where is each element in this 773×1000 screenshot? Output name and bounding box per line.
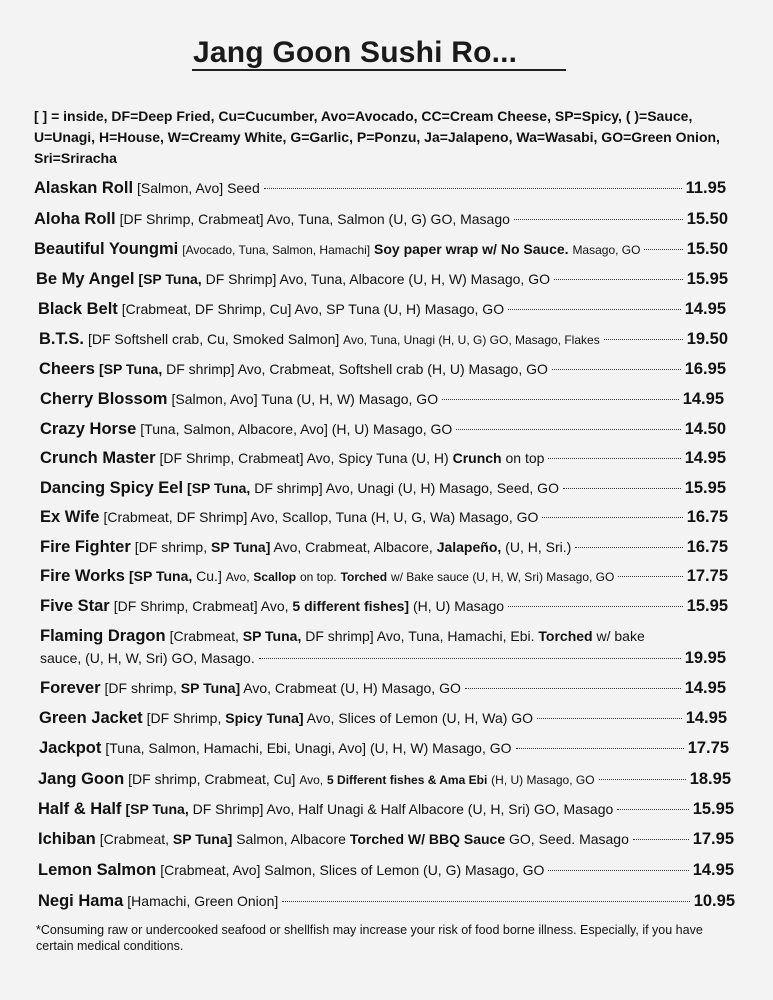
item-price: 14.95 bbox=[684, 300, 726, 318]
item-name: Alaskan Roll bbox=[34, 179, 134, 197]
item-description-part: [SP Tuna, bbox=[187, 480, 251, 496]
item-name: Jang Goon bbox=[38, 770, 125, 788]
item-description-part: [Crabmeat, bbox=[99, 831, 170, 847]
dot-leader bbox=[259, 658, 681, 659]
item-description-part: SP Tuna, bbox=[242, 628, 302, 644]
item-price: 10.95 bbox=[693, 892, 735, 910]
item-description-part: [DF shrimp, bbox=[134, 539, 208, 555]
item-description-part: Masago, GO bbox=[572, 243, 641, 257]
item-description: [DF Shrimp, Crabmeat] Avo, Tuna, Salmon (U, G) GO, Masago bbox=[119, 211, 510, 227]
abbreviation-legend: [ ] = inside, DF=Deep Fried, Cu=Cucumber, Avo=Avocado, CC=Cream Cheese, SP=Spicy, ( )=Sauce, U=Unagi, H=House, W=Creamy White, G=Garlic, P=Ponzu, Ja=Jalapeno, Wa=Wasabi, GO=Green Onion, Sri=Sriracha bbox=[34, 108, 720, 166]
item-description-part: DF shrimp] Avo, Tuna, Hamachi, Ebi. bbox=[305, 628, 535, 644]
item-description bbox=[182, 239, 640, 260]
item-description-part: Torched bbox=[340, 570, 388, 584]
item-price: 17.75 bbox=[687, 739, 729, 757]
item-name: Lemon Salmon bbox=[38, 861, 157, 879]
item-description bbox=[88, 329, 600, 350]
menu-item bbox=[34, 209, 728, 229]
item-description: [Tuna, Salmon, Hamachi, Ebi, Unagi, Avo] (U, H, W) Masago, GO bbox=[105, 740, 512, 756]
menu-item bbox=[40, 448, 726, 468]
item-description-part: Avo, Crabmeat (U, H) Masago, GO bbox=[243, 680, 461, 696]
item-description bbox=[160, 448, 545, 468]
item-name: Cherry Blossom bbox=[40, 390, 168, 408]
item-price: 18.95 bbox=[689, 770, 731, 788]
item-description bbox=[105, 678, 461, 698]
menu-item bbox=[38, 860, 734, 880]
item-description-part: 5 Different fishes & Ama Ebi bbox=[327, 773, 488, 787]
dot-leader bbox=[617, 809, 688, 810]
menu-item bbox=[39, 708, 727, 728]
dot-leader bbox=[599, 779, 686, 780]
item-price: 15.50 bbox=[686, 240, 728, 258]
item-price: 19.95 bbox=[684, 649, 726, 667]
item-description: [Salmon, Avo] Seed bbox=[137, 180, 260, 196]
item-description-part: 5 different fishes] bbox=[292, 598, 410, 614]
item-description-part: Scallop bbox=[253, 570, 297, 584]
item-description-part: Avo, Slices of Lemon (U, H, Wa) GO bbox=[306, 710, 534, 726]
item-description-part: No Sauce. bbox=[500, 241, 569, 257]
dot-leader bbox=[442, 399, 679, 400]
item-price: 14.95 bbox=[684, 679, 726, 697]
item-description bbox=[114, 596, 504, 616]
item-description-part: (H, U) Masago, GO bbox=[491, 773, 595, 787]
item-description: [Salmon, Avo] Tuna (U, H, W) Masago, GO bbox=[171, 391, 439, 407]
item-description-part: DF shrimp] Avo, Unagi (U, H) Masago, Seed, GO bbox=[254, 480, 559, 496]
dot-leader bbox=[548, 870, 688, 871]
item-description bbox=[129, 566, 614, 587]
item-price: 16.95 bbox=[684, 360, 726, 378]
item-description-part: Cu.] bbox=[196, 568, 222, 584]
item-description-part: DF shrimp] Avo, Crabmeat, Softshell crab (H, U) Masago, GO bbox=[166, 361, 548, 377]
item-description-part: SP Tuna] bbox=[180, 680, 241, 696]
menu-item bbox=[39, 329, 728, 350]
dot-leader bbox=[508, 606, 683, 607]
item-price: 16.75 bbox=[686, 508, 728, 526]
dot-leader bbox=[548, 458, 680, 459]
item-description bbox=[100, 829, 629, 849]
item-name: Black Belt bbox=[38, 300, 118, 318]
item-description-part: DF Shrimp] Avo, Tuna, Albacore (U, H, W) Masago, GO bbox=[205, 271, 550, 287]
item-name: Ichiban bbox=[38, 830, 96, 848]
menu-item bbox=[38, 799, 734, 819]
item-description-part: [SP Tuna, bbox=[128, 568, 193, 584]
menu-item bbox=[40, 389, 724, 409]
item-description-part: [DF shrimp, bbox=[104, 680, 177, 696]
item-description bbox=[125, 799, 613, 819]
item-description-part: Spicy Tuna] bbox=[225, 710, 304, 726]
item-price: 15.95 bbox=[686, 270, 728, 288]
item-description-part: [DF Shrimp, bbox=[146, 710, 222, 726]
menu-item bbox=[34, 239, 728, 260]
item-description bbox=[138, 269, 550, 289]
item-price: 15.95 bbox=[686, 597, 728, 615]
item-price: 15.50 bbox=[686, 210, 728, 228]
dot-leader bbox=[456, 429, 680, 430]
item-price: 14.95 bbox=[684, 449, 726, 467]
item-description-part: on top bbox=[505, 450, 545, 466]
health-warning-footnote: *Consuming raw or undercooked seafood or shellfish may increase your risk of food borne illness. Especially, if you have certain medical conditions. bbox=[36, 923, 703, 953]
item-description-part: Jalapeño, bbox=[436, 539, 502, 555]
dot-leader bbox=[575, 547, 682, 548]
dot-leader bbox=[282, 901, 689, 902]
item-price: 16.75 bbox=[686, 538, 728, 556]
item-description bbox=[187, 478, 559, 498]
menu-item bbox=[39, 359, 726, 379]
dot-leader bbox=[537, 718, 682, 719]
dot-leader bbox=[465, 688, 681, 689]
item-description-part: [SP Tuna, bbox=[98, 361, 163, 377]
dot-leader bbox=[516, 748, 684, 749]
item-description: [Crabmeat, Avo] Salmon, Slices of Lemon (U, G) Masago, GO bbox=[160, 862, 545, 878]
item-description-part: w/ Bake sauce (U, H, W, Sri) Masago, GO bbox=[390, 570, 615, 584]
item-description-part: SP Tuna] bbox=[172, 831, 233, 847]
menu-item bbox=[36, 269, 728, 289]
item-description-part: Avo, bbox=[299, 773, 324, 787]
item-description-part: Avo, bbox=[225, 570, 250, 584]
menu-item bbox=[39, 738, 729, 758]
item-description-part: (U, H, Sri.) bbox=[505, 539, 572, 555]
item-price: 19.50 bbox=[686, 330, 728, 348]
item-price: 17.75 bbox=[686, 567, 728, 585]
item-price: 14.95 bbox=[685, 709, 727, 727]
item-description-part: [SP Tuna, bbox=[138, 271, 202, 287]
item-description-part: w/ bake bbox=[596, 628, 645, 644]
item-name: Negi Hama bbox=[38, 892, 124, 910]
item-description bbox=[99, 359, 548, 379]
item-description-part: sauce, (U, H, W, Sri) GO, Masago. bbox=[40, 650, 255, 666]
dot-leader bbox=[552, 369, 681, 370]
item-description-part: [Crabmeat, bbox=[169, 628, 239, 644]
item-description: [Crabmeat, DF Shrimp] Avo, Scallop, Tuna (H, U, G, Wa) Masago, GO bbox=[103, 509, 539, 525]
dot-leader bbox=[604, 339, 683, 340]
item-name: Crunch Master bbox=[40, 449, 156, 467]
menu-item bbox=[40, 566, 728, 587]
item-name: Beautiful Youngmi bbox=[34, 240, 179, 258]
item-description-part: [DF Shrimp, Crabmeat] Avo, bbox=[113, 598, 289, 614]
item-description-part: on top. bbox=[300, 570, 337, 584]
menu-item bbox=[40, 419, 726, 439]
page-title: Jang Goon Sushi Ro... bbox=[193, 36, 518, 69]
item-name: Ex Wife bbox=[40, 508, 100, 526]
item-name: B.T.S. bbox=[39, 330, 84, 348]
item-price: 14.95 bbox=[692, 861, 734, 879]
dot-leader bbox=[508, 309, 681, 310]
menu-item bbox=[40, 596, 728, 616]
dot-leader bbox=[554, 279, 683, 280]
item-description bbox=[147, 708, 533, 728]
menu-item bbox=[38, 769, 731, 790]
item-price: 17.95 bbox=[692, 830, 734, 848]
item-description bbox=[170, 626, 645, 646]
item-name: Half & Half bbox=[38, 800, 122, 818]
item-price: 14.95 bbox=[682, 390, 724, 408]
item-name: Jackpot bbox=[39, 739, 102, 757]
item-description-part: (H, U) Masago bbox=[413, 598, 505, 614]
item-price: 14.50 bbox=[684, 420, 726, 438]
menu-item bbox=[40, 507, 728, 527]
item-name: Aloha Roll bbox=[34, 210, 116, 228]
item-name: Dancing Spicy Eel bbox=[40, 479, 184, 497]
item-description-part: [DF shrimp, Crabmeat, Cu] bbox=[128, 771, 296, 787]
item-description-part: Torched W/ BBQ Sauce bbox=[349, 831, 506, 847]
menu-item bbox=[40, 678, 726, 698]
item-description-part: Avo, Tuna, Unagi (H, U, G) GO, Masago, Flakes bbox=[343, 333, 600, 347]
dot-leader bbox=[514, 219, 683, 220]
menu-item bbox=[40, 537, 728, 557]
item-price: 15.95 bbox=[692, 800, 734, 818]
menu-item bbox=[40, 478, 726, 498]
item-description bbox=[128, 769, 594, 790]
item-description-part: [Avocado, Tuna, Salmon, Hamachi] bbox=[182, 243, 371, 257]
item-description-part: Soy paper wrap w/ bbox=[374, 241, 497, 257]
item-name: Crazy Horse bbox=[40, 420, 137, 438]
item-description: [Hamachi, Green Onion] bbox=[127, 893, 279, 909]
item-description: [Crabmeat, DF Shrimp, Cu] Avo, SP Tuna (U, H) Masago, GO bbox=[121, 301, 505, 317]
item-name: Fire Fighter bbox=[40, 538, 131, 556]
item-price: 15.95 bbox=[684, 479, 726, 497]
dot-leader bbox=[563, 488, 681, 489]
item-name: Fire Works bbox=[40, 567, 125, 585]
menu-item bbox=[40, 626, 730, 646]
item-description bbox=[135, 537, 572, 557]
dot-leader bbox=[542, 517, 682, 518]
item-description-part: SP Tuna] bbox=[211, 539, 271, 555]
item-price: 11.95 bbox=[685, 179, 726, 197]
item-name: Flaming Dragon bbox=[40, 627, 166, 645]
item-description-part: Salmon, Albacore bbox=[236, 831, 346, 847]
dot-leader bbox=[633, 839, 689, 840]
menu-item-continuation bbox=[40, 648, 726, 668]
item-name: Cheers bbox=[39, 360, 95, 378]
dot-leader bbox=[264, 188, 682, 189]
menu-item bbox=[38, 299, 726, 319]
dot-leader bbox=[644, 249, 682, 250]
menu-item bbox=[34, 178, 726, 198]
item-description-part: [SP Tuna, bbox=[125, 801, 189, 817]
item-description-part: [DF Shrimp, Crabmeat] Avo, Spicy Tuna (U, H) bbox=[159, 450, 449, 466]
item-description-part: Torched bbox=[538, 628, 593, 644]
menu-item bbox=[38, 891, 735, 911]
item-name: Forever bbox=[40, 679, 101, 697]
item-description-part: DF Shrimp] Avo, Half Unagi & Half Albacore (U, H, Sri) GO, Masago bbox=[192, 801, 614, 817]
item-name: Be My Angel bbox=[36, 270, 135, 288]
item-description-part: Avo, Crabmeat, Albacore, bbox=[273, 539, 433, 555]
item-description: [Tuna, Salmon, Albacore, Avo] (H, U) Masago, GO bbox=[140, 421, 453, 437]
dot-leader bbox=[618, 576, 682, 577]
menu-item bbox=[38, 829, 734, 849]
item-name: Five Star bbox=[40, 597, 110, 615]
item-description-part: [DF Softshell crab, Cu, Smoked Salmon] bbox=[87, 331, 340, 347]
item-description-part: GO, Seed. Masago bbox=[509, 831, 629, 847]
item-description-part: Crunch bbox=[452, 450, 502, 466]
item-name: Green Jacket bbox=[39, 709, 143, 727]
